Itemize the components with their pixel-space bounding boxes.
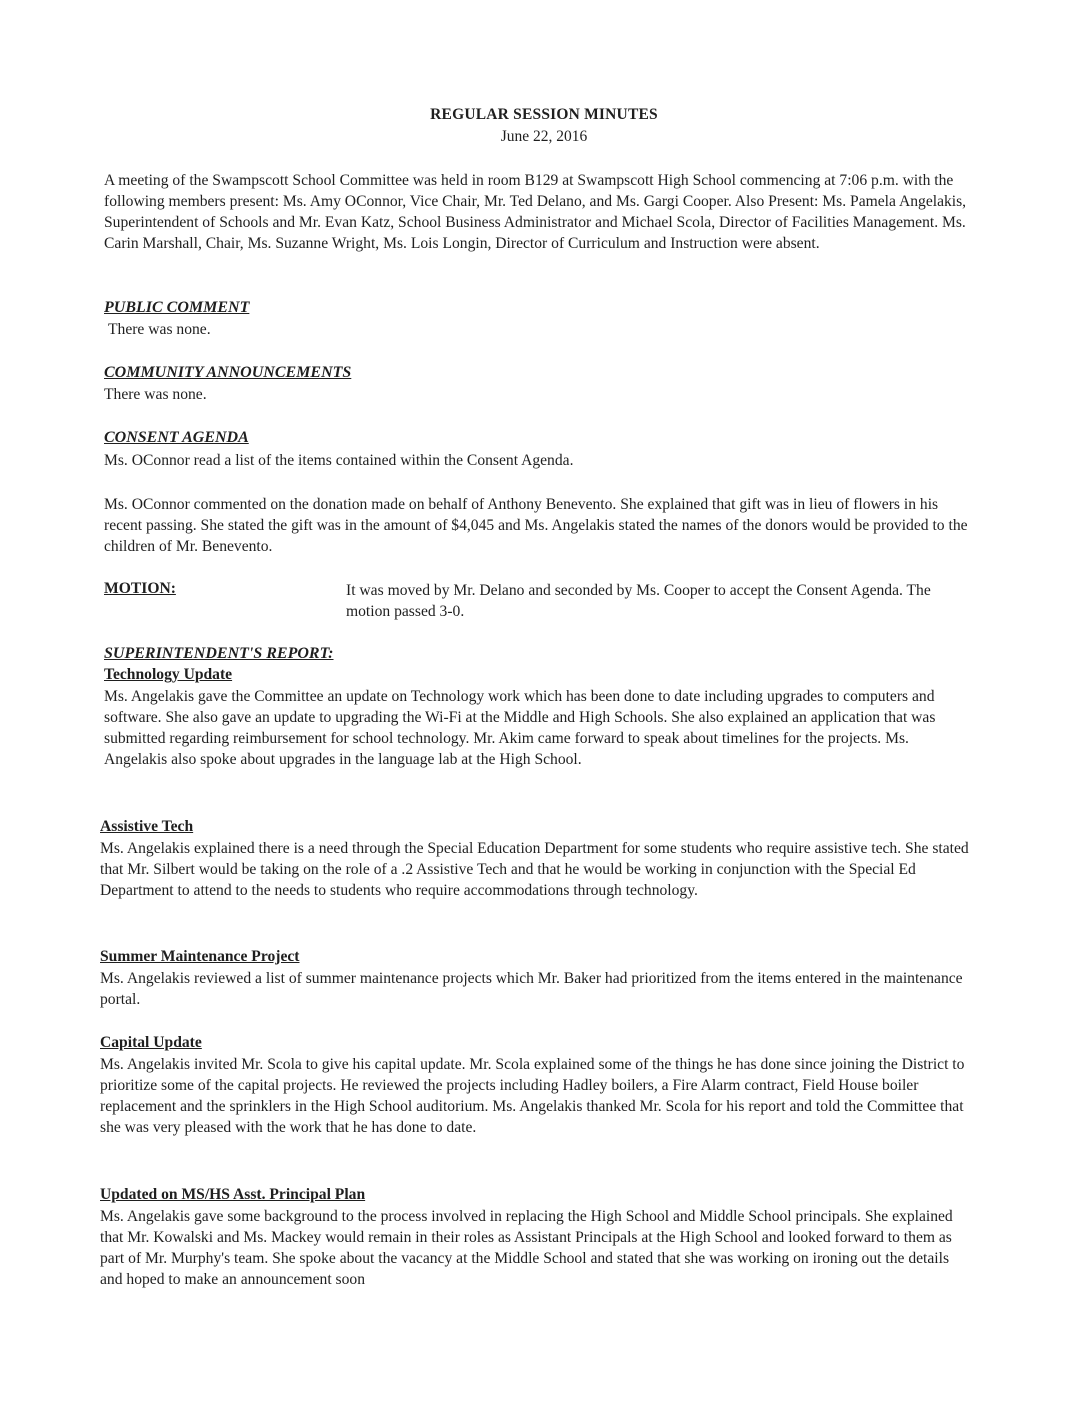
capital-update-text: Ms. Angelakis invited Mr. Scola to give his capital update. Mr. Scola explained some of the things he has done since joining the District to prioritize some of the capital projects. He reviewed the projects including Hadley boilers, a Fire Alarm contract, Field House boiler replacement and the sprinklers in the High School auditorium. Ms. Angelakis thanked Mr. Scola for his report and told the Committee that she was very pleased with the work that he has done to date. xyxy=(100,1056,965,1136)
technology-update-heading: Technology Update xyxy=(104,666,233,683)
community-announcements-heading: COMMUNITY ANNOUNCEMENTS xyxy=(104,364,352,381)
intro-paragraph: A meeting of the Swampscott School Committee was held in room B129 at Swampscott High School commencing at 7:06 p.m. with the following members present: Ms. Amy OConnor, Vice Chair, Mr. Ted Delano, and Ms. Gargi Cooper. Also Present: Ms. Pamela Angelakis, Superintendent of Schools and Mr. Evan Katz, School Business Administrator and Michael Scola, Director of Facilities Management. Ms. Carin Marshall, Chair, Ms. Suzanne Wright, Ms. Lois Longin, Director of Curriculum and Instruction were absent. xyxy=(104,172,967,252)
summer-maintenance-heading: Summer Maintenance Project xyxy=(100,948,300,965)
superintendent-report-heading: SUPERINTENDENT'S REPORT: xyxy=(104,645,334,662)
document-title: REGULAR SESSION MINUTES xyxy=(430,106,658,123)
assistive-tech-text: Ms. Angelakis explained there is a need through the Special Education Department for some students who require assistive tech. She stated that Mr. Silbert would be taking on the role of a .2 Assistive Tech and that he would be working in conjunction with the Special Ed Department to attend to the needs to students who require accommodations through technology. xyxy=(100,840,969,899)
public-comment-heading: PUBLIC COMMENT xyxy=(104,299,250,316)
consent-agenda-text: Ms. OConnor read a list of the items contained within the Consent Agenda. xyxy=(104,452,574,469)
asst-principal-plan-heading: Updated on MS/HS Asst. Principal Plan xyxy=(100,1186,366,1203)
asst-principal-plan-text: Ms. Angelakis gave some background to the process involved in replacing the High School and Middle School principals. She explained that Mr. Kowalski and Ms. Mackey would remain in their roles as Assistant Principals at the High School and looked forward to them as part of Mr. Murphy's team. She spoke about the vacancy at the Middle School and stated that she was working on ironing out the details and hoped to make an announcement soon xyxy=(100,1208,953,1288)
technology-update-text: Ms. Angelakis gave the Committee an update on Technology work which has been done to date including upgrades to computers and software. She also gave an update to upgrading the Wi-Fi at the Middle and High Schools. She also explained an application that was submitted regarding reimbursement for school technology. Mr. Akim came forward to speak about timelines for the projects. Ms. Angelakis also spoke about upgrades in the language lab at the High School. xyxy=(104,688,936,768)
motion-label: MOTION: xyxy=(104,580,176,597)
meeting-date: June 22, 2016 xyxy=(500,128,588,145)
assistive-tech-heading: Assistive Tech xyxy=(100,818,194,835)
community-announcements-text: There was none. xyxy=(104,386,207,403)
motion-text: It was moved by Mr. Delano and seconded by Ms. Cooper to accept the Consent Agenda. The motion passed 3-0. xyxy=(346,582,931,620)
summer-maintenance-text: Ms. Angelakis reviewed a list of summer maintenance projects which Mr. Baker had prioritized from the items entered in the maintenance portal. xyxy=(100,970,963,1008)
capital-update-heading: Capital Update xyxy=(100,1034,202,1051)
consent-agenda-heading: CONSENT AGENDA xyxy=(104,429,249,446)
donation-paragraph: Ms. OConnor commented on the donation made on behalf of Anthony Benevento. She explained that gift was in lieu of flowers in his recent passing. She stated the gift was in the amount of $4,045 and Ms. Angelakis stated the names of the donors would be provided to the children of Mr. Benevento. xyxy=(104,496,968,555)
public-comment-text: There was none. xyxy=(108,321,211,338)
